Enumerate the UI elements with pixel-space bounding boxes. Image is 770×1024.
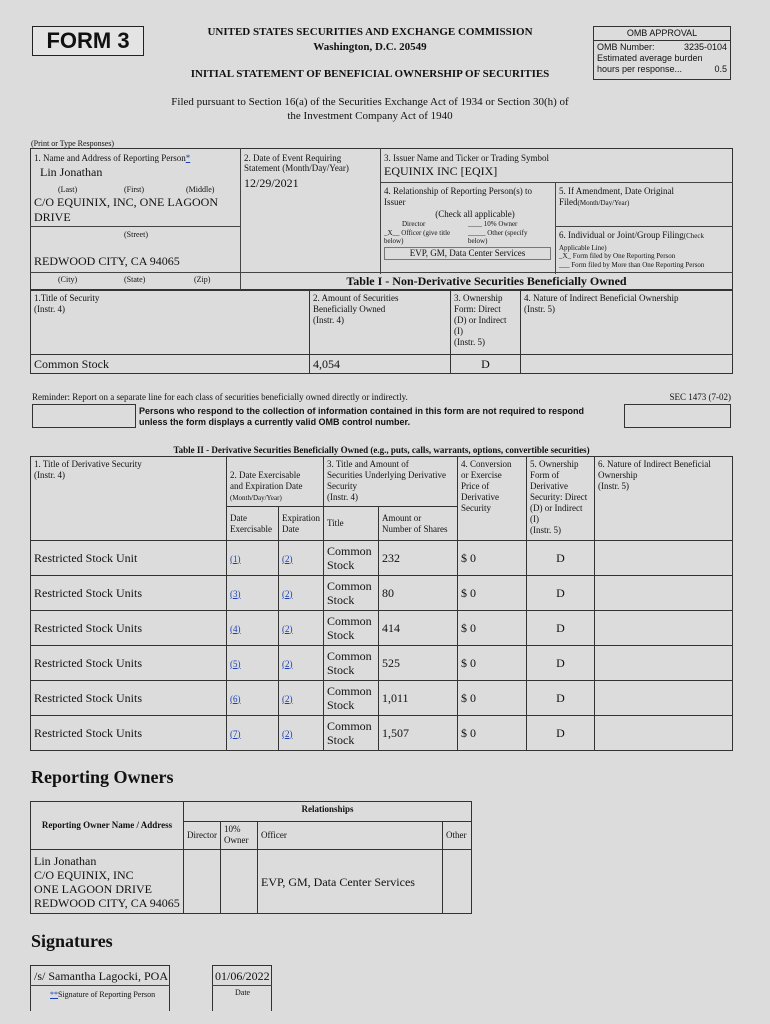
footnote-link[interactable]: (2)	[282, 658, 293, 669]
signature-date: 01/06/2022	[215, 969, 270, 983]
table2-cell-title: Restricted Stock Units	[31, 611, 227, 646]
reporting-owners-table	[30, 801, 472, 914]
filed-pursuant-line1: Filed pursuant to Section 16(a) of the Securities Exchange Act of 1934 or Section 30(h) of	[171, 96, 569, 108]
footnote-link[interactable]: (7)	[230, 728, 241, 739]
owners-col-other: Other	[443, 822, 472, 850]
table2-cell-price: $ 0	[458, 716, 527, 751]
owners-col-name: Reporting Owner Name / Address	[31, 802, 184, 850]
relationship-label-2: Issuer	[384, 197, 406, 207]
owners-col-officer: Officer	[258, 822, 443, 850]
officer-below: below)	[384, 237, 404, 245]
owner-officer: EVP, GM, Data Center Services	[258, 850, 443, 914]
address-line1: C/O EQUINIX, INC, ONE LAGOON	[34, 195, 218, 209]
street-label: (Street)	[124, 230, 148, 239]
footnote-link[interactable]: (2)	[282, 588, 293, 599]
footnote-link[interactable]: (2)	[282, 693, 293, 704]
omb-burden-value: 0.5	[714, 64, 727, 74]
reporting-person-name: Lin Jonathan	[40, 165, 103, 179]
table2-cell-exercisable	[227, 611, 279, 646]
owner-address: Lin Jonathan C/O EQUINIX, INC ONE LAGOON DRIVE REDWOOD CITY, CA 94065	[31, 850, 184, 914]
notice-left-blank	[32, 404, 136, 428]
table1-cell-nature	[521, 355, 733, 374]
table2-header-price: 4. Conversion or Exercise Price of Derivative Security	[458, 457, 527, 541]
table2-cell-amount: 1,507	[379, 716, 458, 751]
table-row	[31, 850, 472, 914]
other-option: _____ Other (specify	[468, 229, 528, 237]
table1-header-form: 3. Ownership Form: Direct (D) or Indirect (I) (Instr. 5)	[451, 291, 521, 355]
table2-header-underlying: 3. Title and Amount of Securities Underlying Derivative Security (Instr. 4)	[324, 457, 458, 507]
table1-cell-amount: 4,054	[310, 355, 451, 374]
table1-header-nature: 4. Nature of Indirect Beneficial Ownership (Instr. 5)	[521, 291, 733, 355]
table2-header-title: 1. Title of Derivative Security (Instr. 4)	[31, 457, 227, 541]
table-row	[31, 576, 733, 611]
table2-cell-expiration	[279, 681, 324, 716]
table1-title: Table I - Non-Derivative Securities Beneficially Owned	[346, 274, 627, 288]
omb-title: OMB APPROVAL	[594, 27, 730, 41]
notice-right-blank	[624, 404, 731, 428]
table2-cell-underlying: Common Stock	[324, 541, 379, 576]
table2-cell-underlying: Common Stock	[324, 576, 379, 611]
table2-cell-underlying: Common Stock	[324, 681, 379, 716]
issuer-value: EQUINIX INC [EQIX]	[384, 164, 498, 178]
table2-cell-exercisable	[227, 716, 279, 751]
table2-cell-amount: 525	[379, 646, 458, 681]
ten-pct-option: ____ 10% Owner	[468, 220, 518, 228]
form-label: FORM 3	[46, 28, 130, 53]
table2-cell-exercisable	[227, 541, 279, 576]
signatures-heading: Signatures	[31, 931, 113, 951]
reminder-text: Reminder: Report on a separate line for each class of securities beneficially owned directly or indirectly.	[32, 392, 408, 402]
omb-burden-line2: hours per response...	[597, 64, 683, 74]
table2-cell-expiration	[279, 541, 324, 576]
middle-label: (Middle)	[186, 185, 215, 194]
table2-cell-price: $ 0	[458, 681, 527, 716]
relationship-label-1: 4. Relationship of Reporting Person(s) to	[384, 186, 532, 196]
table2-cell-title: Restricted Stock Units	[31, 681, 227, 716]
issuer-label: 3. Issuer Name and Ticker or Trading Symbol	[384, 153, 549, 163]
form-number-box	[32, 26, 144, 56]
table2-cell-price: $ 0	[458, 611, 527, 646]
table-row	[31, 646, 733, 681]
table2-cell-amount: 232	[379, 541, 458, 576]
city-label: (City)	[58, 275, 78, 284]
table2-cell-nature	[595, 576, 733, 611]
table-row	[31, 611, 733, 646]
table2-cell-form: D	[527, 716, 595, 751]
footnote-link[interactable]: (2)	[282, 623, 293, 634]
omb-approval-box	[593, 26, 731, 80]
table-row	[31, 355, 733, 374]
table2-cell-nature	[595, 611, 733, 646]
table1	[30, 290, 733, 374]
table2-sub-title: Title	[324, 507, 379, 541]
owners-col-director: Director	[184, 822, 221, 850]
table2-cell-nature	[595, 681, 733, 716]
omb-burden-line1: Estimated average burden	[597, 53, 703, 63]
table2-cell-price: $ 0	[458, 646, 527, 681]
table2-cell-expiration	[279, 716, 324, 751]
signature-label: **Signature of Reporting Person	[50, 990, 156, 999]
table2-sub-exercisable: Date Exercisable	[227, 507, 279, 541]
table2-cell-expiration	[279, 611, 324, 646]
table2-cell-form: D	[527, 541, 595, 576]
table2-cell-underlying: Common Stock	[324, 716, 379, 751]
table-row	[31, 541, 733, 576]
table2-cell-nature	[595, 541, 733, 576]
table2-cell-underlying: Common Stock	[324, 611, 379, 646]
agency-address: Washington, D.C. 20549	[313, 41, 427, 53]
table2-cell-form: D	[527, 576, 595, 611]
table2-cell-title: Restricted Stock Units	[31, 646, 227, 681]
event-date-label-2: Statement (Month/Day/Year)	[244, 163, 349, 173]
table2-sub-amount: Amount or Number of Shares	[379, 507, 458, 541]
filing-type-label: 6. Individual or Joint/Group Filing(Check Applicable Line)	[559, 230, 704, 252]
table1-cell-form: D	[451, 355, 521, 374]
table2-cell-form: D	[527, 681, 595, 716]
footnote-link[interactable]: (3)	[230, 588, 241, 599]
owners-col-ten-pct: 10% Owner	[221, 822, 258, 850]
table2-cell-form: D	[527, 646, 595, 681]
table2-cell-price: $ 0	[458, 541, 527, 576]
table2-cell-title: Restricted Stock Units	[31, 576, 227, 611]
filing-option-one: _X_ Form filed by One Reporting Person	[559, 252, 676, 260]
reporting-owners-heading: Reporting Owners	[31, 767, 174, 787]
amendment-label-1: 5. If Amendment, Date Original	[559, 186, 674, 196]
table2-cell-underlying: Common Stock	[324, 646, 379, 681]
officer-option: _X__ Officer (give title	[384, 229, 451, 237]
owner-other	[443, 850, 472, 914]
omb-notice-1: Persons who respond to the collection of information contained in this form are not required to respond	[139, 406, 585, 416]
table2-cell-title: Restricted Stock Units	[31, 716, 227, 751]
state-label: (State)	[124, 275, 146, 284]
footnote-link[interactable]: (4)	[230, 623, 241, 634]
table2-cell-nature	[595, 716, 733, 751]
reporting-person-label: 1. Name and Address of Reporting Person*	[34, 153, 191, 163]
footnote-link[interactable]: (5)	[230, 658, 241, 669]
table2-cell-exercisable	[227, 646, 279, 681]
table2-sub-expiration: Expiration Date	[279, 507, 324, 541]
officer-title-value: EVP, GM, Data Center Services	[384, 247, 551, 260]
sec-code: SEC 1473 (7-02)	[669, 392, 731, 402]
zip-label: (Zip)	[194, 275, 211, 284]
first-label: (First)	[124, 185, 144, 194]
omb-number-value: 3235-0104	[683, 42, 727, 52]
table2	[30, 456, 733, 751]
table2-header-form: 5. Ownership Form of Derivative Security: Direct (D) or Indirect (I) (Instr. 5)	[527, 457, 595, 541]
form-title: INITIAL STATEMENT OF BENEFICIAL OWNERSHIP OF SECURITIES	[190, 68, 550, 80]
table2-cell-exercisable	[227, 576, 279, 611]
table1-header-title: 1.Title of Security (Instr. 4)	[31, 291, 310, 355]
table1-header-amount: 2. Amount of Securities Beneficially Owned (Instr. 4)	[310, 291, 451, 355]
table2-cell-form: D	[527, 611, 595, 646]
footnote-link[interactable]: (1)	[230, 553, 241, 564]
filing-type-small: (Check Applicable Line)	[559, 232, 704, 252]
footnote-link[interactable]: (6)	[230, 693, 241, 704]
table2-cell-amount: 80	[379, 576, 458, 611]
check-all-applicable: (Check all applicable)	[435, 209, 515, 219]
table2-cell-exercisable	[227, 681, 279, 716]
footnote-link[interactable]: (2)	[282, 728, 293, 739]
omb-notice-2: unless the form displays a currently valid OMB control number.	[139, 417, 411, 427]
other-below: below)	[468, 237, 488, 245]
table2-header-nature: 6. Nature of Indirect Beneficial Ownership (Instr. 5)	[595, 457, 733, 541]
table2-cell-price: $ 0	[458, 576, 527, 611]
owner-ten-pct	[221, 850, 258, 914]
owners-relationships: Relationships	[184, 802, 472, 822]
asterisk-footnote[interactable]: *	[185, 153, 191, 163]
table2-header-dates: 2. Date Exercisable and Expiration Date (Month/Day/Year)	[227, 457, 324, 507]
table2-title: Table II - Derivative Securities Beneficially Owned (e.g., puts, calls, warrants, options, convertible securities)	[173, 445, 590, 455]
footnote-link[interactable]: (2)	[282, 553, 293, 564]
event-date-value: 12/29/2021	[244, 176, 299, 190]
city-state-zip: REDWOOD CITY, CA 94065	[34, 254, 180, 268]
table1-cell-title: Common Stock	[31, 355, 310, 374]
table2-cell-amount: 1,011	[379, 681, 458, 716]
omb-number-label: OMB Number:	[597, 42, 655, 52]
signature-footnote-mark[interactable]: **	[50, 990, 58, 999]
filing-option-more: ___ Form filed by More than One Reporting Person	[559, 261, 705, 269]
table-row	[31, 716, 733, 751]
print-or-type-note: (Print or Type Responses)	[31, 139, 115, 148]
table2-cell-nature	[595, 646, 733, 681]
agency-name: UNITED STATES SECURITIES AND EXCHANGE COMMISSION	[207, 26, 533, 38]
owner-director	[184, 850, 221, 914]
signature-value: /s/ Samantha Lagocki, POA	[34, 969, 168, 983]
event-date-label-1: 2. Date of Event Requiring	[244, 153, 342, 163]
address-line2: DRIVE	[34, 210, 71, 224]
table2-cell-expiration	[279, 576, 324, 611]
last-label: (Last)	[58, 185, 78, 194]
table2-cell-expiration	[279, 646, 324, 681]
amendment-label-2: Filed(Month/Day/Year)	[559, 197, 630, 207]
director-option: Director	[402, 220, 426, 228]
amendment-label-small: (Month/Day/Year)	[577, 199, 630, 207]
table2-cell-title: Restricted Stock Unit	[31, 541, 227, 576]
filed-pursuant-line2: the Investment Company Act of 1940	[287, 110, 453, 122]
table2-cell-amount: 414	[379, 611, 458, 646]
date-label: Date	[235, 988, 251, 997]
table-row	[31, 681, 733, 716]
